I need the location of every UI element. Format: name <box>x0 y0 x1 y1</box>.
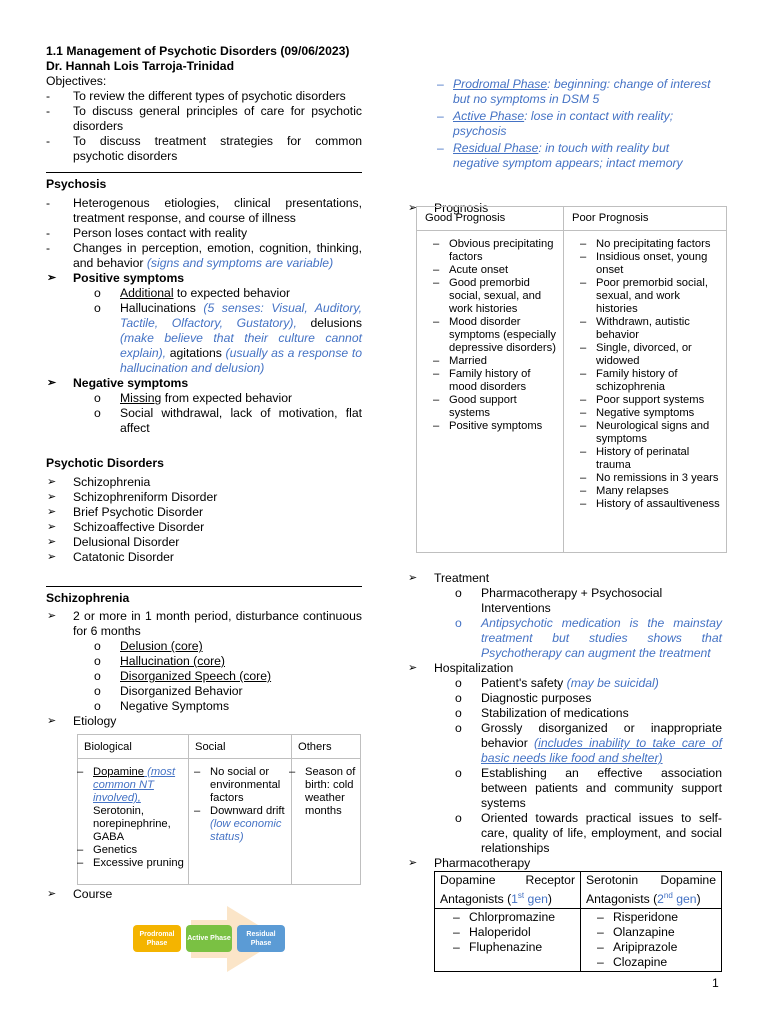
phase-desc: : in touch with reality but negative symptom appears; intact memory <box>453 141 683 170</box>
list-item: – No remissions in 3 years <box>596 472 722 485</box>
table-cell <box>292 759 361 885</box>
phase-label: Prodromal Phase <box>139 930 175 947</box>
text: Patient's safety <box>481 676 567 690</box>
phase-name: Prodromal Phase <box>453 77 548 91</box>
residual-phase-box <box>237 925 285 952</box>
schizophrenia-section <box>46 591 362 729</box>
list-item: ➢ Schizoaffective Disorder <box>73 520 362 535</box>
psychosis-heading: Psychosis <box>46 177 107 191</box>
prognosis-label: ➢ Prognosis <box>434 201 768 216</box>
left-column <box>46 44 362 164</box>
pharmacotherapy-label: ➢ Pharmacotherapy <box>434 856 722 871</box>
list-item <box>481 676 722 691</box>
list-item: – Family history of schizophrenia <box>596 368 722 394</box>
gen-suffix: nd <box>663 891 673 900</box>
table-cell <box>417 231 564 553</box>
list-item: – Risperidone <box>613 910 717 925</box>
list-item: - Person loses contact with reality <box>73 226 362 241</box>
note: (includes inability to take care of basic needs like food and shelter) <box>481 736 722 765</box>
negative-symptoms-label: ➢ Negative symptoms <box>73 376 362 391</box>
list-item: ➢ Delusional Disorder <box>73 535 362 550</box>
list-item: - To review the different types of psychotic disorders <box>73 89 362 104</box>
list-item: – Withdrawn, autistic behavior <box>596 316 722 342</box>
list-item: – Excessive pruning <box>93 857 184 870</box>
psychosis-section <box>46 177 362 436</box>
table-cell <box>435 909 581 972</box>
list-item: - Heterogenous etiologies, clinical presentations, treatment response, and course of illness <box>73 196 362 226</box>
page-title: 1.1 Management of Psychotic Disorders (09/06/2023) <box>46 44 350 58</box>
list-item: – Haloperidol <box>469 925 576 940</box>
list-item <box>120 301 362 376</box>
list-item: – Olanzapine <box>613 925 717 940</box>
list-item: – Many relapses <box>596 485 722 498</box>
table-header: Biological <box>78 735 189 759</box>
section-divider <box>46 586 362 587</box>
table-header <box>581 872 722 909</box>
gen-text: gen <box>672 892 697 907</box>
text: Hallucinations <box>120 301 204 315</box>
text: ) <box>547 892 552 907</box>
list-item <box>210 805 287 844</box>
list-item: – Good premorbid social, sexual, and work histories <box>449 277 559 316</box>
list-item: – Married <box>449 355 559 368</box>
list-item <box>453 109 715 139</box>
note: (usually as a response to hallucination and delusion) <box>120 346 362 375</box>
list-item: – Chlorpromazine <box>469 910 576 925</box>
table-header <box>435 872 581 909</box>
list-item: o Social withdrawal, lack of motivation, flat affect <box>120 406 362 436</box>
underline-text: Additional <box>120 286 174 300</box>
list-item: o Establishing an effective association between patients and community support systems <box>481 766 722 811</box>
prodromal-phase-box <box>133 925 181 952</box>
list-item: – Fluphenazine <box>469 940 576 955</box>
list-item: – Poor support systems <box>596 394 722 407</box>
list-item: o Disorganized Behavior <box>120 684 362 699</box>
text: from expected behavior <box>161 391 293 405</box>
phase-label: Active Phase <box>187 935 231 942</box>
list-item: ➢ Brief Psychotic Disorder <box>73 505 362 520</box>
course-diagram <box>125 906 295 972</box>
list-item: o Stabilization of medications <box>481 706 722 721</box>
etiology-label: ➢ Etiology <box>73 714 362 729</box>
note: (low economic status) <box>210 818 282 843</box>
list-item <box>93 766 184 844</box>
list-item: – Mood disorder symptoms (especially depressive disorders) <box>449 316 559 355</box>
phase-name: Residual Phase <box>453 141 539 155</box>
hospitalization-label: ➢ Hospitalization <box>434 661 722 676</box>
note: (make believe that their culture cannot explain), <box>120 331 362 360</box>
list-item: – History of assaultiveness <box>596 498 722 511</box>
table-cell <box>581 909 722 972</box>
list-item: o Hallucination (core) <box>120 654 362 669</box>
list-item: – Obvious precipitating factors <box>449 238 559 264</box>
page-number: 1 <box>712 976 719 990</box>
list-item: – History of perinatal trauma <box>596 446 722 472</box>
list-item: o Negative Symptoms <box>120 699 362 714</box>
list-item: o Oriented towards practical issues to self-care, quality of life, employment, and social relationships <box>481 811 722 856</box>
note: (may be suicidal) <box>566 676 659 690</box>
gen-text: gen <box>524 892 548 907</box>
etiology-table <box>77 734 361 885</box>
phase-desc: : lose in contact with reality; psychosis <box>453 109 674 138</box>
list-item <box>453 141 715 171</box>
list-item: ➢ 2 or more in 1 month period, disturbance continuous for 6 months <box>73 609 362 639</box>
list-item: - To discuss general principles of care for psychotic disorders <box>73 104 362 134</box>
text: Downward drift <box>210 805 285 817</box>
text: Serotonin, norepinephrine, GABA <box>93 805 171 843</box>
list-item: o Pharmacotherapy + Psychosocial Interventions <box>481 586 722 616</box>
psychotic-disorders-section <box>46 456 362 565</box>
text: agitations <box>166 346 226 360</box>
objectives-list <box>46 89 362 164</box>
phases-list <box>453 77 715 171</box>
phase-desc: : beginning: change of interest but no symptoms in DSM 5 <box>453 77 711 106</box>
text: ) <box>696 892 701 907</box>
table-header: Others <box>292 735 361 759</box>
list-item <box>120 286 362 301</box>
list-item: – Positive symptoms <box>449 420 559 433</box>
active-phase-box <box>186 925 232 952</box>
positive-symptoms-label: ➢ Positive symptoms <box>73 271 362 286</box>
text: to expected behavior <box>173 286 291 300</box>
changes-note: (signs and symptoms are variable) <box>146 256 334 270</box>
list-item: ➢ Schizophreniform Disorder <box>73 490 362 505</box>
phase-name: Active Phase <box>453 109 525 123</box>
changes-text: Changes in perception, emotion, cognition, thinking, and behavior <box>73 241 362 270</box>
list-item: – Clozapine <box>613 955 717 970</box>
list-item: – No social or environmental factors <box>210 766 287 805</box>
list-item: ➢ Catatonic Disorder <box>73 550 362 565</box>
list-item: – Aripiprazole <box>613 940 717 955</box>
gen-suffix: st <box>517 891 525 900</box>
list-item: o Disorganized Speech (core) <box>120 669 362 684</box>
psychotic-disorders-heading: Psychotic Disorders <box>46 456 164 470</box>
list-item <box>481 721 722 766</box>
list-item: o Antipsychotic medication is the mainstay treatment but studies shows that Psychotherapy can augment the treatment <box>481 616 722 661</box>
text: Grossly disorganized or inappropriate behavior <box>481 721 722 750</box>
table-header: Social <box>189 735 292 759</box>
list-item: o Diagnostic purposes <box>481 691 722 706</box>
note: (most common NT involved), <box>93 766 176 804</box>
underline-text: Dopamine <box>93 766 144 778</box>
table-header: Poor Prognosis <box>564 207 727 231</box>
list-item: – No precipitating factors <box>596 238 722 251</box>
author: Dr. Hannah Lois Tarroja-Trinidad <box>46 59 235 73</box>
list-item <box>73 241 362 271</box>
course-label: ➢ Course <box>73 887 768 902</box>
treatment-label: ➢ Treatment <box>434 571 722 586</box>
list-item: – Negative symptoms <box>596 407 722 420</box>
list-item: – Good support systems <box>449 394 559 420</box>
list-item: – Acute onset <box>449 264 559 277</box>
note: (5 senses: Visual, Auditory, Tactile, Olfactory, Gustatory), <box>120 301 362 330</box>
list-item: – Family history of mood disorders <box>449 368 559 394</box>
objectives-label: Objectives: <box>46 74 107 88</box>
list-item: – Season of birth: cold weather months <box>305 766 356 818</box>
underline-text: Missing <box>120 391 162 405</box>
list-item: o Delusion (core) <box>120 639 362 654</box>
treatment-section <box>434 571 722 871</box>
gen-number: 1 <box>511 892 518 907</box>
list-item: – Single, divorced, or widowed <box>596 342 722 368</box>
list-item: - To discuss treatment strategies for common psychotic disorders <box>73 134 362 164</box>
list-item: – Genetics <box>93 844 184 857</box>
phase-label: Residual Phase <box>246 930 276 947</box>
text: Dopamine Receptor Antagonists ( <box>440 873 575 907</box>
table-cell <box>564 231 727 553</box>
text: Serotonin Dopamine Antagonists ( <box>586 873 716 907</box>
list-item <box>453 77 715 107</box>
gen-number: 2 <box>657 892 664 907</box>
prognosis-table <box>416 206 727 553</box>
table-cell <box>78 759 189 885</box>
pharmacotherapy-table <box>434 871 722 972</box>
list-item: – Insidious onset, young onset <box>596 251 722 277</box>
list-item <box>120 391 362 406</box>
schizophrenia-heading: Schizophrenia <box>46 591 130 605</box>
table-header: Good Prognosis <box>417 207 564 231</box>
list-item: – Neurological signs and symptoms <box>596 420 722 446</box>
table-cell <box>189 759 292 885</box>
list-item: – Poor premorbid social, sexual, and work histories <box>596 277 722 316</box>
section-divider <box>46 172 362 173</box>
text: delusions <box>296 316 362 330</box>
list-item: ➢ Schizophrenia <box>73 475 362 490</box>
